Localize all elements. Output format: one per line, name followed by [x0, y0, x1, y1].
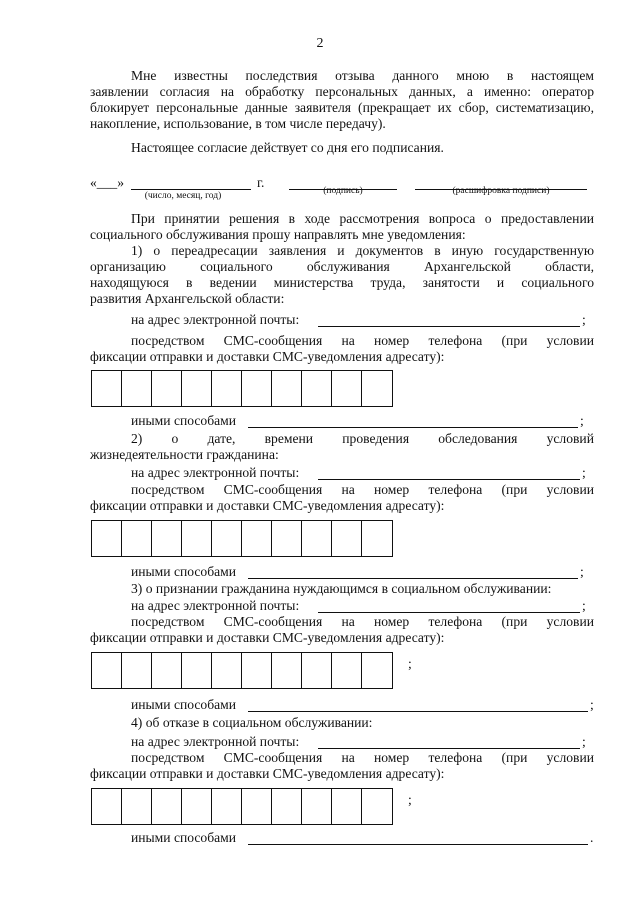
s3-email-label: на адрес электронной почты:	[131, 598, 300, 613]
digit-cell[interactable]	[332, 521, 362, 556]
page-number: 2	[316, 36, 324, 51]
digit-cell[interactable]	[182, 371, 212, 406]
s4-other-period: .	[590, 830, 594, 845]
s2-other-field[interactable]	[248, 578, 578, 579]
s3-other-label: иными способами	[131, 697, 237, 712]
date-prefix: «___»	[90, 175, 124, 190]
s3-email-field[interactable]	[318, 612, 580, 613]
s4-other-label: иными способами	[131, 830, 237, 845]
digit-cell[interactable]	[242, 371, 272, 406]
s4-email-label: на адрес электронной почты:	[131, 734, 300, 749]
s3-phone-grid[interactable]	[91, 652, 393, 689]
s2-phone-grid[interactable]	[91, 520, 393, 557]
digit-cell[interactable]	[362, 371, 392, 406]
s4-phone-semicolon: ;	[408, 792, 412, 807]
s1-other-semicolon: ;	[580, 413, 584, 428]
digit-cell[interactable]	[272, 521, 302, 556]
digit-cell[interactable]	[302, 653, 332, 688]
digit-cell[interactable]	[302, 789, 332, 824]
s2-sms-line-2: фиксации отправки и доставки СМС-уведомления адресату):	[90, 498, 445, 513]
date-caption: (число, месяц, год)	[144, 191, 222, 201]
s2-other-label: иными способами	[131, 564, 237, 579]
digit-cell[interactable]	[332, 789, 362, 824]
digit-cell[interactable]	[242, 653, 272, 688]
s3-other-semicolon: ;	[590, 697, 594, 712]
section4-line-1: 4) об отказе в социальном обслуживании:	[131, 715, 373, 730]
digit-cell[interactable]	[152, 789, 182, 824]
digit-cell[interactable]	[152, 371, 182, 406]
digit-cell[interactable]	[242, 789, 272, 824]
digit-cell[interactable]	[302, 371, 332, 406]
digit-cell[interactable]	[362, 521, 392, 556]
digit-cell[interactable]	[212, 521, 242, 556]
digit-cell[interactable]	[122, 789, 152, 824]
revocation-line-1: Мне известны последствия отзыва данного мною в настоящем	[131, 68, 594, 83]
s3-email-semicolon: ;	[582, 598, 586, 613]
s2-sms-line-1: посредством СМС-сообщения на номер телефона (при условии	[131, 482, 594, 497]
s2-email-label: на адрес электронной почты:	[131, 465, 300, 480]
digit-cell[interactable]	[212, 789, 242, 824]
digit-cell[interactable]	[182, 653, 212, 688]
s1-email-label: на адрес электронной почты:	[131, 312, 300, 327]
digit-cell[interactable]	[152, 653, 182, 688]
digit-cell[interactable]	[272, 789, 302, 824]
section1-line-2: организацию социального обслуживания Архангельской области,	[90, 259, 594, 274]
s4-email-field[interactable]	[318, 748, 580, 749]
s1-email-semicolon: ;	[582, 312, 586, 327]
s2-email-field[interactable]	[318, 479, 580, 480]
digit-cell[interactable]	[92, 371, 122, 406]
validity-statement: Настоящее согласие действует со дня его подписания.	[131, 140, 444, 155]
s4-other-field[interactable]	[248, 844, 588, 845]
digit-cell[interactable]	[152, 521, 182, 556]
revocation-line-2: заявлении согласия на обработку персональных данных, а именно: оператор	[90, 84, 594, 99]
section1-line-1: 1) о переадресации заявления и документов в иную государственную	[131, 243, 594, 258]
decoding-caption: (расшифровка подписи)	[452, 186, 550, 196]
section1-line-3: находящуюся в ведении министерства труда, занятости и социального	[90, 275, 594, 290]
digit-cell[interactable]	[122, 371, 152, 406]
digit-cell[interactable]	[122, 521, 152, 556]
digit-cell[interactable]	[332, 653, 362, 688]
digit-cell[interactable]	[182, 789, 212, 824]
section2-line-2: жизнедеятельности гражданина:	[90, 447, 279, 462]
digit-cell[interactable]	[122, 653, 152, 688]
signature-caption: (подпись)	[323, 186, 363, 196]
revocation-line-4: накопление, использование, в том числе передачу).	[90, 116, 386, 131]
section3-line-1: 3) о признании гражданина нуждающимся в социальном обслуживании:	[131, 581, 552, 596]
intro-line-2: социального обслуживания прошу направлять мне уведомления:	[90, 227, 466, 242]
s3-sms-line-1: посредством СМС-сообщения на номер телефона (при условии	[131, 614, 594, 629]
section2-line-1: 2) о дате, времени проведения обследования условий	[131, 431, 594, 446]
digit-cell[interactable]	[242, 521, 272, 556]
s1-phone-grid[interactable]	[91, 370, 393, 407]
s3-phone-semicolon: ;	[408, 656, 412, 671]
s2-other-semicolon: ;	[580, 564, 584, 579]
digit-cell[interactable]	[302, 521, 332, 556]
s1-sms-line-2: фиксации отправки и доставки СМС-уведомления адресату):	[90, 349, 445, 364]
year-suffix: г.	[257, 175, 265, 190]
digit-cell[interactable]	[92, 521, 122, 556]
s2-email-semicolon: ;	[582, 465, 586, 480]
s4-sms-line-2: фиксации отправки и доставки СМС-уведомления адресату):	[90, 766, 445, 781]
s3-other-field[interactable]	[248, 711, 588, 712]
revocation-line-3: блокирует персональные данные заявителя (прекращает их сбор, систематизацию,	[90, 100, 594, 115]
digit-cell[interactable]	[92, 653, 122, 688]
s1-sms-line-1: посредством СМС-сообщения на номер телефона (при условии	[131, 333, 594, 348]
digit-cell[interactable]	[212, 371, 242, 406]
digit-cell[interactable]	[362, 653, 392, 688]
digit-cell[interactable]	[92, 789, 122, 824]
digit-cell[interactable]	[212, 653, 242, 688]
s4-sms-line-1: посредством СМС-сообщения на номер телефона (при условии	[131, 750, 594, 765]
s3-sms-line-2: фиксации отправки и доставки СМС-уведомления адресату):	[90, 630, 445, 645]
s1-other-field[interactable]	[248, 427, 578, 428]
digit-cell[interactable]	[182, 521, 212, 556]
date-line[interactable]	[131, 189, 251, 190]
digit-cell[interactable]	[362, 789, 392, 824]
intro-line-1: При принятии решения в ходе рассмотрения вопроса о предоставлении	[131, 211, 594, 226]
section1-line-4: развития Архангельской области:	[90, 291, 285, 306]
s1-email-field[interactable]	[318, 326, 580, 327]
s4-email-semicolon: ;	[582, 734, 586, 749]
s4-phone-grid[interactable]	[91, 788, 393, 825]
digit-cell[interactable]	[272, 371, 302, 406]
digit-cell[interactable]	[332, 371, 362, 406]
s1-other-label: иными способами	[131, 413, 237, 428]
digit-cell[interactable]	[272, 653, 302, 688]
